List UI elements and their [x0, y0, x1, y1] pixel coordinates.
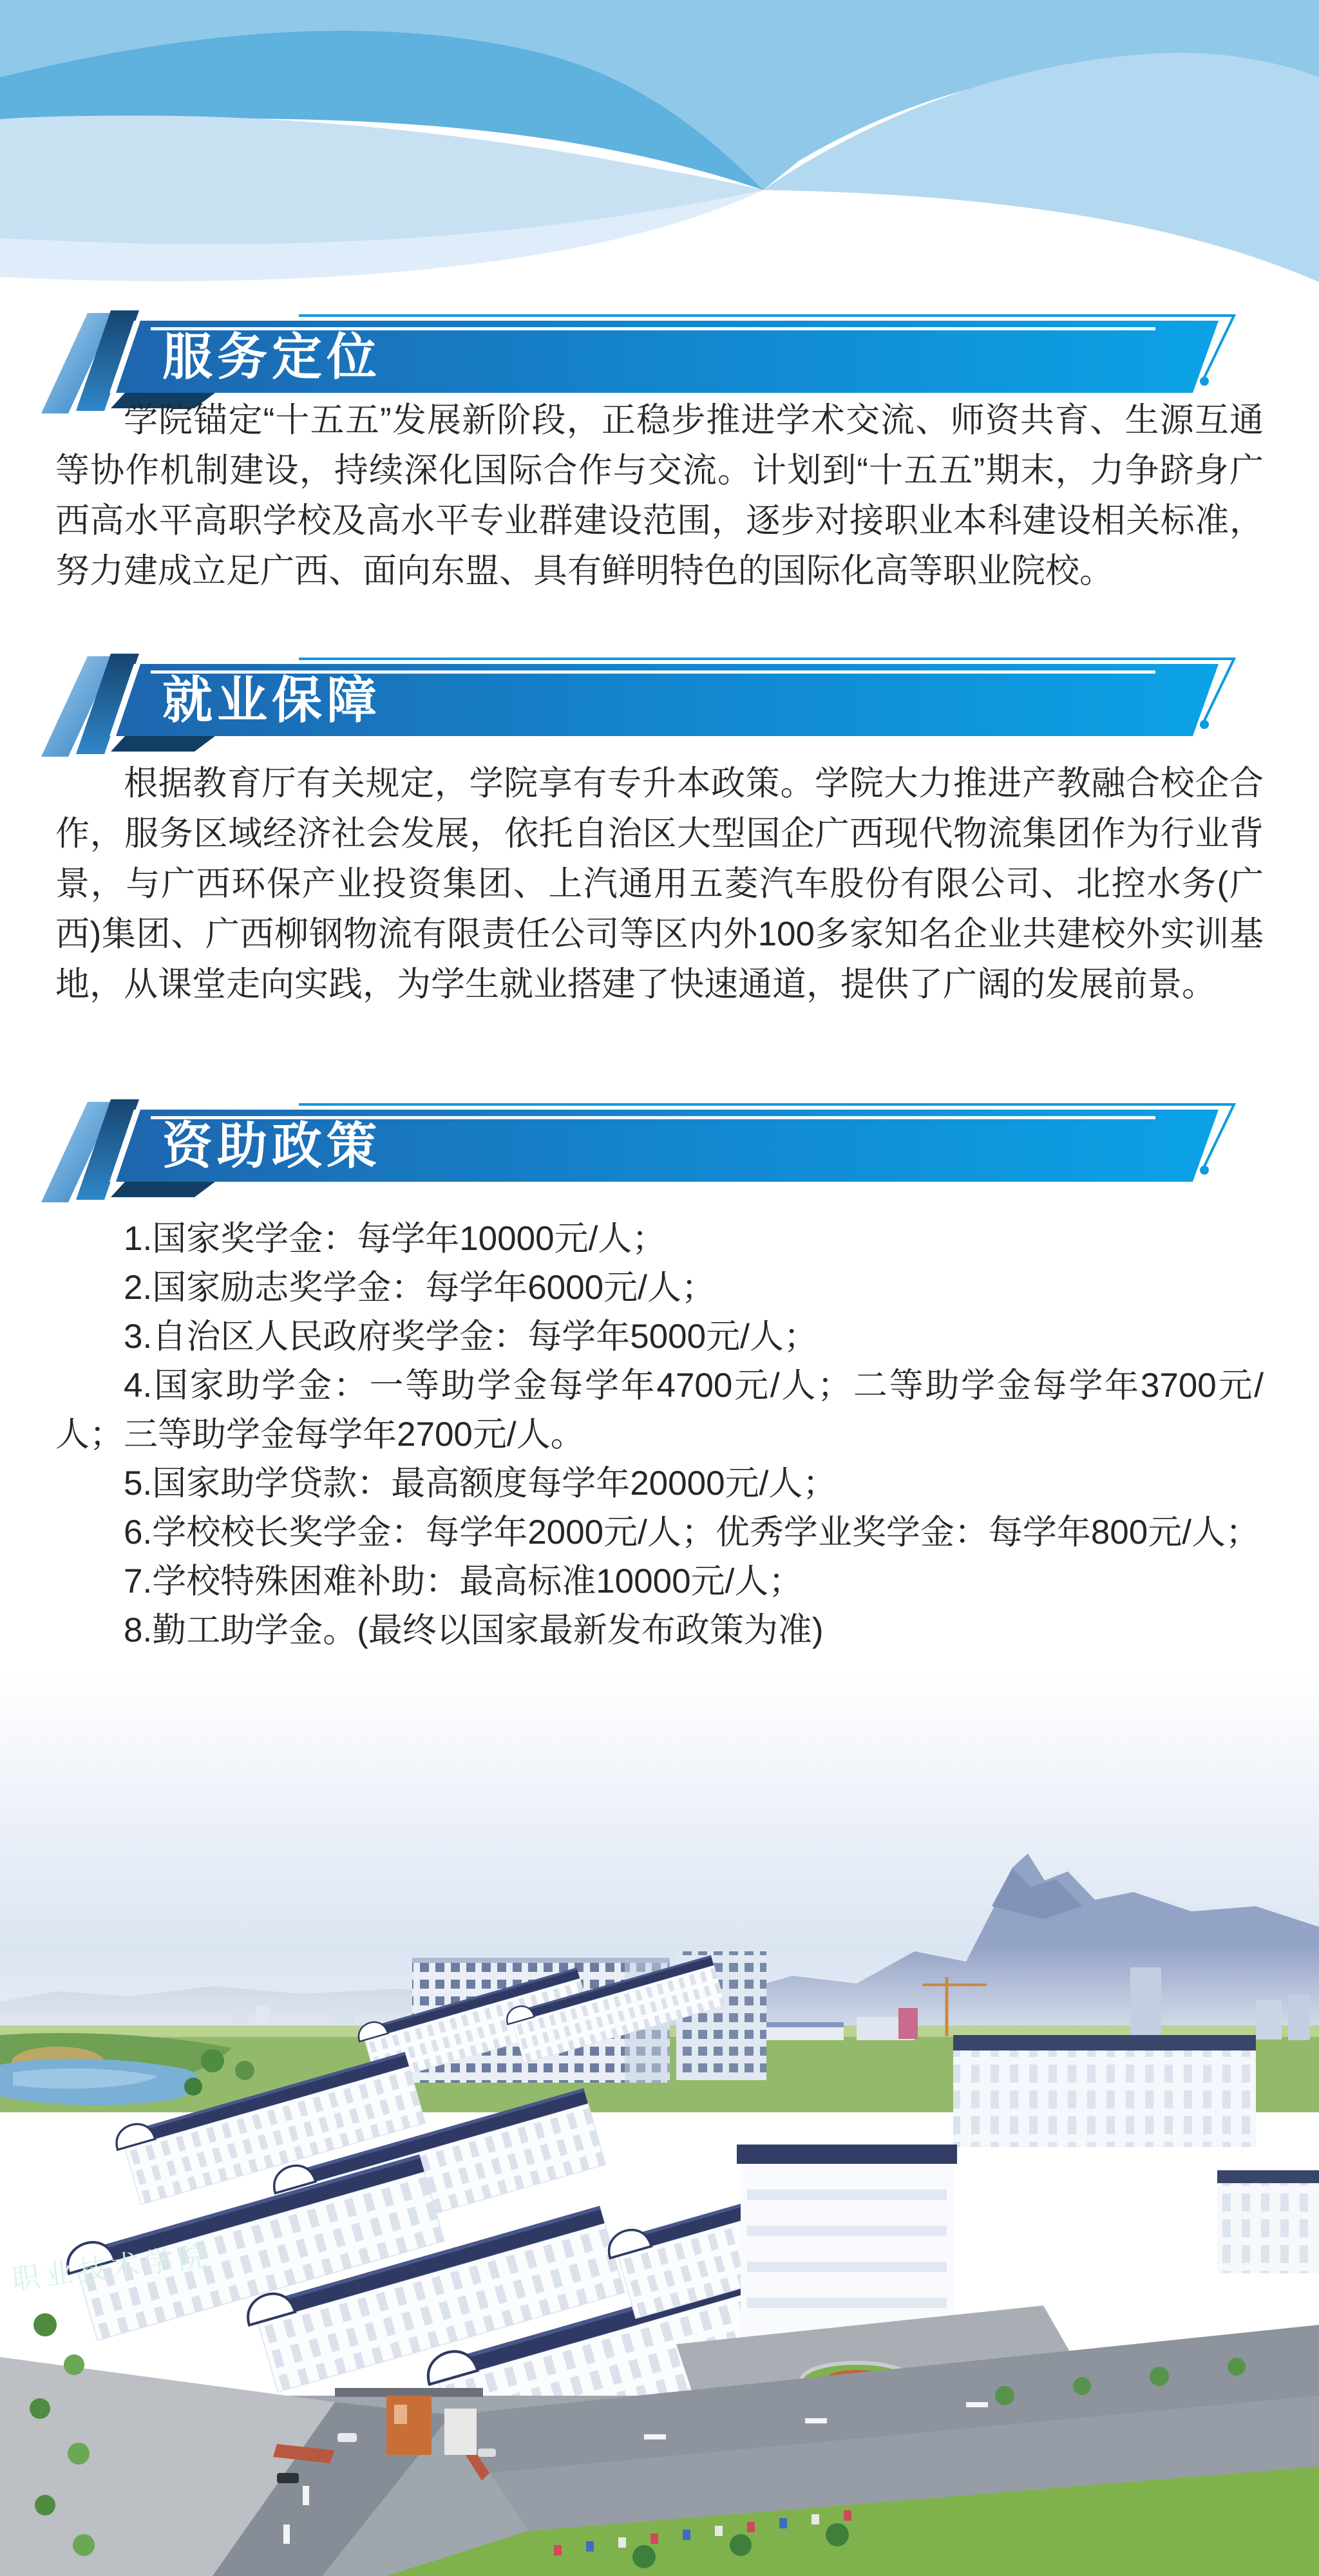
list-item: 3.自治区人民政府奖学金：每学年5000元/人；	[124, 1318, 818, 1356]
section-header-funding	[28, 1099, 1265, 1213]
section-paragraph-service: 学院锚定“十五五”发展新阶段，正稳步推进学术交流、师资共育、生源互通等协作机制建设，持续深化国际合作与交流。计划到“十五五”期末，力争跻身广西高水平高职学校及高水平专业群建设范围，逐步对接职业本科建设相关标准，努力建成立足广西、面向东盟、具有鲜明特色的国际化高等职业院校。	[55, 401, 1264, 590]
list-item: 4.国家助学金：一等助学金每学年4700元/人；二等助学金每学年3700元/人；三等助学金每学年2700元/人。	[55, 1367, 1264, 1454]
list-item: 2.国家励志奖学金：每学年6000元/人；	[124, 1269, 716, 1307]
funding-policy-list	[55, 1215, 1264, 1655]
list-item: 1.国家奖学金：每学年10000元/人；	[124, 1220, 667, 1258]
section-paragraph-employment: 根据教育厅有关规定，学院享有专升本政策。学院大力推进产教融合校企合作，服务区域经济社会发展，依托自治区大型国企广西现代物流集团作为行业背景，与广西环保产业投资集团、上汽通用五菱汽车股份有限公司、北控水务(广西)集团、广西柳钢物流有限责任公司等区内外100多家知名企业共建校外实训基地，从课堂走向实践，为学生就业搭建了快速通道，提供了广阔的发展前景。	[55, 764, 1264, 1003]
top-wave-decoration	[0, 0, 1319, 296]
section-title: 就业保障	[162, 672, 382, 728]
list-item: 8.勤工助学金。(最终以国家最新发布政策为准)	[124, 1611, 824, 1649]
section-title: 资助政策	[162, 1117, 382, 1174]
list-item: 5.国家助学贷款：最高额度每学年20000元/人；	[124, 1464, 837, 1502]
section-title: 服务定位	[162, 328, 382, 385]
campus-photo	[0, 1674, 1319, 2576]
section-header-employment	[28, 654, 1265, 767]
list-item: 6.学校校长奖学金：每学年2000元/人；优秀学业奖学金：每学年800元/人；	[124, 1513, 1260, 1551]
campus-sign-text: 职业技术学院	[10, 2240, 213, 2296]
list-item: 7.学校特殊困难补助：最高标准10000元/人；	[124, 1562, 803, 1600]
